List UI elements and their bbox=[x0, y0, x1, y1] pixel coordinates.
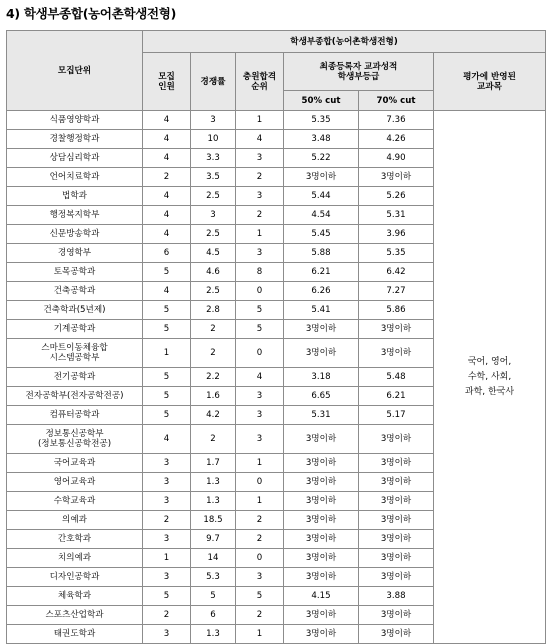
cell-unit: 국어교육과 bbox=[7, 454, 143, 473]
cell-cut50: 3명이하 bbox=[284, 320, 359, 339]
cell-cut70: 3.96 bbox=[359, 225, 434, 244]
cell-rank: 5 bbox=[236, 320, 284, 339]
cell-quota: 4 bbox=[143, 130, 191, 149]
cell-subjects: 국어, 영어, 수학, 사회, 과학, 한국사 bbox=[434, 111, 546, 644]
cell-cut50: 3.48 bbox=[284, 130, 359, 149]
cell-competition: 5 bbox=[191, 587, 236, 606]
cell-cut70: 3명이하 bbox=[359, 473, 434, 492]
cell-unit: 경영학부 bbox=[7, 244, 143, 263]
cell-rank: 1 bbox=[236, 492, 284, 511]
cell-cut50: 3명이하 bbox=[284, 339, 359, 368]
cell-quota: 4 bbox=[143, 111, 191, 130]
cell-rank: 1 bbox=[236, 225, 284, 244]
cell-rank: 1 bbox=[236, 625, 284, 644]
cell-rank: 4 bbox=[236, 130, 284, 149]
cell-unit: 디자인공학과 bbox=[7, 568, 143, 587]
cell-cut50: 5.88 bbox=[284, 244, 359, 263]
cell-cut50: 5.41 bbox=[284, 301, 359, 320]
section-title: 4) 학생부종합(농어촌학생전형) bbox=[6, 6, 176, 21]
cell-cut70: 3명이하 bbox=[359, 530, 434, 549]
cell-cut50: 6.65 bbox=[284, 387, 359, 406]
cell-rank: 1 bbox=[236, 111, 284, 130]
cell-quota: 5 bbox=[143, 387, 191, 406]
cell-unit: 수학교육과 bbox=[7, 492, 143, 511]
cell-competition: 2.5 bbox=[191, 225, 236, 244]
cell-quota: 5 bbox=[143, 320, 191, 339]
cell-cut70: 3명이하 bbox=[359, 568, 434, 587]
cell-unit: 체육학과 bbox=[7, 587, 143, 606]
cell-quota: 3 bbox=[143, 473, 191, 492]
cell-rank: 5 bbox=[236, 587, 284, 606]
cell-unit: 정보통신공학부 (정보통신공학전공) bbox=[7, 425, 143, 454]
cell-rank: 0 bbox=[236, 282, 284, 301]
cell-rank: 0 bbox=[236, 339, 284, 368]
cell-unit: 스포츠산업학과 bbox=[7, 606, 143, 625]
cell-quota: 4 bbox=[143, 187, 191, 206]
cell-rank: 3 bbox=[236, 406, 284, 425]
cell-unit: 법학과 bbox=[7, 187, 143, 206]
cell-cut50: 5.45 bbox=[284, 225, 359, 244]
cell-competition: 3 bbox=[191, 206, 236, 225]
cell-quota: 3 bbox=[143, 454, 191, 473]
cell-cut50: 3명이하 bbox=[284, 568, 359, 587]
cell-quota: 3 bbox=[143, 492, 191, 511]
cell-cut50: 3명이하 bbox=[284, 425, 359, 454]
cell-quota: 2 bbox=[143, 606, 191, 625]
cell-rank: 2 bbox=[236, 168, 284, 187]
cell-cut70: 4.26 bbox=[359, 130, 434, 149]
cell-rank: 3 bbox=[236, 568, 284, 587]
cell-cut50: 5.22 bbox=[284, 149, 359, 168]
cell-rank: 2 bbox=[236, 606, 284, 625]
cell-competition: 2.2 bbox=[191, 368, 236, 387]
cell-cut70: 3명이하 bbox=[359, 425, 434, 454]
table-row bbox=[7, 111, 546, 130]
cell-cut50: 3명이하 bbox=[284, 168, 359, 187]
cell-cut50: 3명이하 bbox=[284, 511, 359, 530]
cell-competition: 1.3 bbox=[191, 473, 236, 492]
cell-quota: 5 bbox=[143, 263, 191, 282]
cell-quota: 4 bbox=[143, 225, 191, 244]
cell-cut70: 3명이하 bbox=[359, 511, 434, 530]
cell-quota: 2 bbox=[143, 511, 191, 530]
cell-cut70: 4.90 bbox=[359, 149, 434, 168]
cell-rank: 3 bbox=[236, 149, 284, 168]
cell-unit: 스마트이동체융합 시스템공학부 bbox=[7, 339, 143, 368]
cell-cut70: 5.35 bbox=[359, 244, 434, 263]
cell-competition: 1.7 bbox=[191, 454, 236, 473]
cell-cut70: 3명이하 bbox=[359, 492, 434, 511]
header-unit: 모집단위 bbox=[7, 31, 143, 111]
cell-cut50: 5.31 bbox=[284, 406, 359, 425]
cell-unit: 태권도학과 bbox=[7, 625, 143, 644]
cell-cut50: 3명이하 bbox=[284, 606, 359, 625]
cell-unit: 전자공학부(전자공학전공) bbox=[7, 387, 143, 406]
cell-unit: 경찰행정학과 bbox=[7, 130, 143, 149]
cell-competition: 2 bbox=[191, 425, 236, 454]
cell-cut50: 3명이하 bbox=[284, 530, 359, 549]
cell-cut50: 4.15 bbox=[284, 587, 359, 606]
cell-unit: 행정복지학부 bbox=[7, 206, 143, 225]
cell-competition: 3.5 bbox=[191, 168, 236, 187]
cell-competition: 4.2 bbox=[191, 406, 236, 425]
cell-unit: 영어교육과 bbox=[7, 473, 143, 492]
cell-cut50: 6.21 bbox=[284, 263, 359, 282]
cell-quota: 1 bbox=[143, 549, 191, 568]
header-cut70: 70% cut bbox=[359, 91, 434, 111]
cell-rank: 2 bbox=[236, 530, 284, 549]
cell-rank: 2 bbox=[236, 511, 284, 530]
cell-quota: 5 bbox=[143, 301, 191, 320]
cell-cut50: 3명이하 bbox=[284, 625, 359, 644]
cell-unit: 의예과 bbox=[7, 511, 143, 530]
cell-unit: 언어치료학과 bbox=[7, 168, 143, 187]
cell-cut70: 7.27 bbox=[359, 282, 434, 301]
cell-competition: 3.3 bbox=[191, 149, 236, 168]
cell-cut50: 3.18 bbox=[284, 368, 359, 387]
cell-cut50: 3명이하 bbox=[284, 492, 359, 511]
cell-cut70: 5.48 bbox=[359, 368, 434, 387]
cell-cut50: 3명이하 bbox=[284, 549, 359, 568]
cell-unit: 신문방송학과 bbox=[7, 225, 143, 244]
header-quota: 모집 인원 bbox=[143, 53, 191, 111]
cell-competition: 2.5 bbox=[191, 282, 236, 301]
cell-unit: 간호학과 bbox=[7, 530, 143, 549]
cell-competition: 18.5 bbox=[191, 511, 236, 530]
cell-quota: 5 bbox=[143, 368, 191, 387]
cell-rank: 5 bbox=[236, 301, 284, 320]
cell-quota: 4 bbox=[143, 206, 191, 225]
cell-cut70: 3명이하 bbox=[359, 339, 434, 368]
cell-rank: 3 bbox=[236, 187, 284, 206]
cell-rank: 4 bbox=[236, 368, 284, 387]
cell-quota: 6 bbox=[143, 244, 191, 263]
cell-unit: 건축공학과 bbox=[7, 282, 143, 301]
cell-rank: 0 bbox=[236, 473, 284, 492]
header-grade: 최종등록자 교과성적 학생부등급 bbox=[284, 53, 434, 91]
table-body bbox=[7, 111, 546, 644]
cell-competition: 1.3 bbox=[191, 492, 236, 511]
cell-unit: 컴퓨터공학과 bbox=[7, 406, 143, 425]
cell-cut70: 5.17 bbox=[359, 406, 434, 425]
header-group: 학생부종합(농어촌학생전형) bbox=[143, 31, 546, 53]
cell-unit: 토목공학과 bbox=[7, 263, 143, 282]
cell-rank: 2 bbox=[236, 206, 284, 225]
cell-competition: 14 bbox=[191, 549, 236, 568]
cell-competition: 2 bbox=[191, 320, 236, 339]
cell-rank: 8 bbox=[236, 263, 284, 282]
cell-cut50: 3명이하 bbox=[284, 454, 359, 473]
cell-competition: 10 bbox=[191, 130, 236, 149]
cell-competition: 1.3 bbox=[191, 625, 236, 644]
header-cut50: 50% cut bbox=[284, 91, 359, 111]
cell-quota: 4 bbox=[143, 425, 191, 454]
cell-cut70: 3명이하 bbox=[359, 168, 434, 187]
cell-quota: 2 bbox=[143, 168, 191, 187]
cell-cut70: 3명이하 bbox=[359, 454, 434, 473]
cell-unit: 상담심리학과 bbox=[7, 149, 143, 168]
cell-quota: 1 bbox=[143, 339, 191, 368]
header-competition: 경쟁률 bbox=[191, 53, 236, 111]
cell-cut70: 3.88 bbox=[359, 587, 434, 606]
header-rank: 충원합격 순위 bbox=[236, 53, 284, 111]
cell-cut70: 3명이하 bbox=[359, 625, 434, 644]
cell-competition: 2.8 bbox=[191, 301, 236, 320]
cell-competition: 9.7 bbox=[191, 530, 236, 549]
cell-rank: 3 bbox=[236, 244, 284, 263]
cell-unit: 건축학과(5년제) bbox=[7, 301, 143, 320]
cell-unit: 전기공학과 bbox=[7, 368, 143, 387]
cell-rank: 1 bbox=[236, 454, 284, 473]
cell-competition: 3 bbox=[191, 111, 236, 130]
cell-quota: 5 bbox=[143, 406, 191, 425]
cell-competition: 4.6 bbox=[191, 263, 236, 282]
cell-quota: 5 bbox=[143, 587, 191, 606]
cell-cut50: 3명이하 bbox=[284, 473, 359, 492]
cell-cut50: 6.26 bbox=[284, 282, 359, 301]
cell-competition: 2 bbox=[191, 339, 236, 368]
cell-cut70: 5.26 bbox=[359, 187, 434, 206]
cell-competition: 6 bbox=[191, 606, 236, 625]
cell-cut70: 6.42 bbox=[359, 263, 434, 282]
cell-quota: 3 bbox=[143, 625, 191, 644]
cell-cut70: 7.36 bbox=[359, 111, 434, 130]
cell-competition: 5.3 bbox=[191, 568, 236, 587]
cell-rank: 0 bbox=[236, 549, 284, 568]
cell-cut70: 3명이하 bbox=[359, 549, 434, 568]
cell-rank: 3 bbox=[236, 387, 284, 406]
cell-quota: 3 bbox=[143, 568, 191, 587]
cell-competition: 1.6 bbox=[191, 387, 236, 406]
cell-competition: 2.5 bbox=[191, 187, 236, 206]
cell-cut70: 6.21 bbox=[359, 387, 434, 406]
cell-cut70: 5.31 bbox=[359, 206, 434, 225]
header-subjects: 평가에 반영된 교과목 bbox=[434, 53, 546, 111]
cell-quota: 4 bbox=[143, 149, 191, 168]
cell-rank: 3 bbox=[236, 425, 284, 454]
cell-cut70: 3명이하 bbox=[359, 606, 434, 625]
cell-cut70: 3명이하 bbox=[359, 320, 434, 339]
cell-quota: 3 bbox=[143, 530, 191, 549]
admission-table bbox=[6, 30, 546, 644]
cell-cut70: 5.86 bbox=[359, 301, 434, 320]
cell-unit: 치의예과 bbox=[7, 549, 143, 568]
cell-quota: 4 bbox=[143, 282, 191, 301]
cell-cut50: 5.44 bbox=[284, 187, 359, 206]
cell-competition: 4.5 bbox=[191, 244, 236, 263]
cell-cut50: 5.35 bbox=[284, 111, 359, 130]
cell-unit: 기계공학과 bbox=[7, 320, 143, 339]
cell-unit: 식품영양학과 bbox=[7, 111, 143, 130]
cell-cut50: 4.54 bbox=[284, 206, 359, 225]
